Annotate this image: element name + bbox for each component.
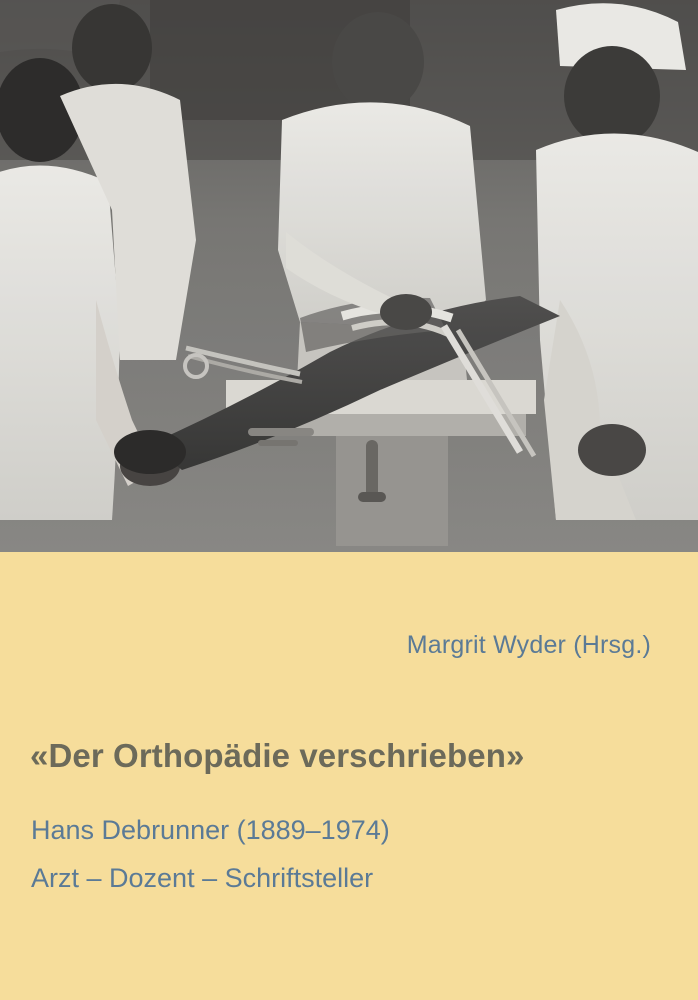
book-subtitle-line-2: Arzt – Dozent – Schriftsteller <box>31 863 374 893</box>
book-subtitle-line-1: Hans Debrunner (1889–1974) <box>31 815 390 845</box>
title-panel <box>0 552 698 1000</box>
book-title: «Der Orthopädie verschrieben» <box>30 737 525 774</box>
editor-line: Margrit Wyder (Hrsg.) <box>406 631 651 659</box>
